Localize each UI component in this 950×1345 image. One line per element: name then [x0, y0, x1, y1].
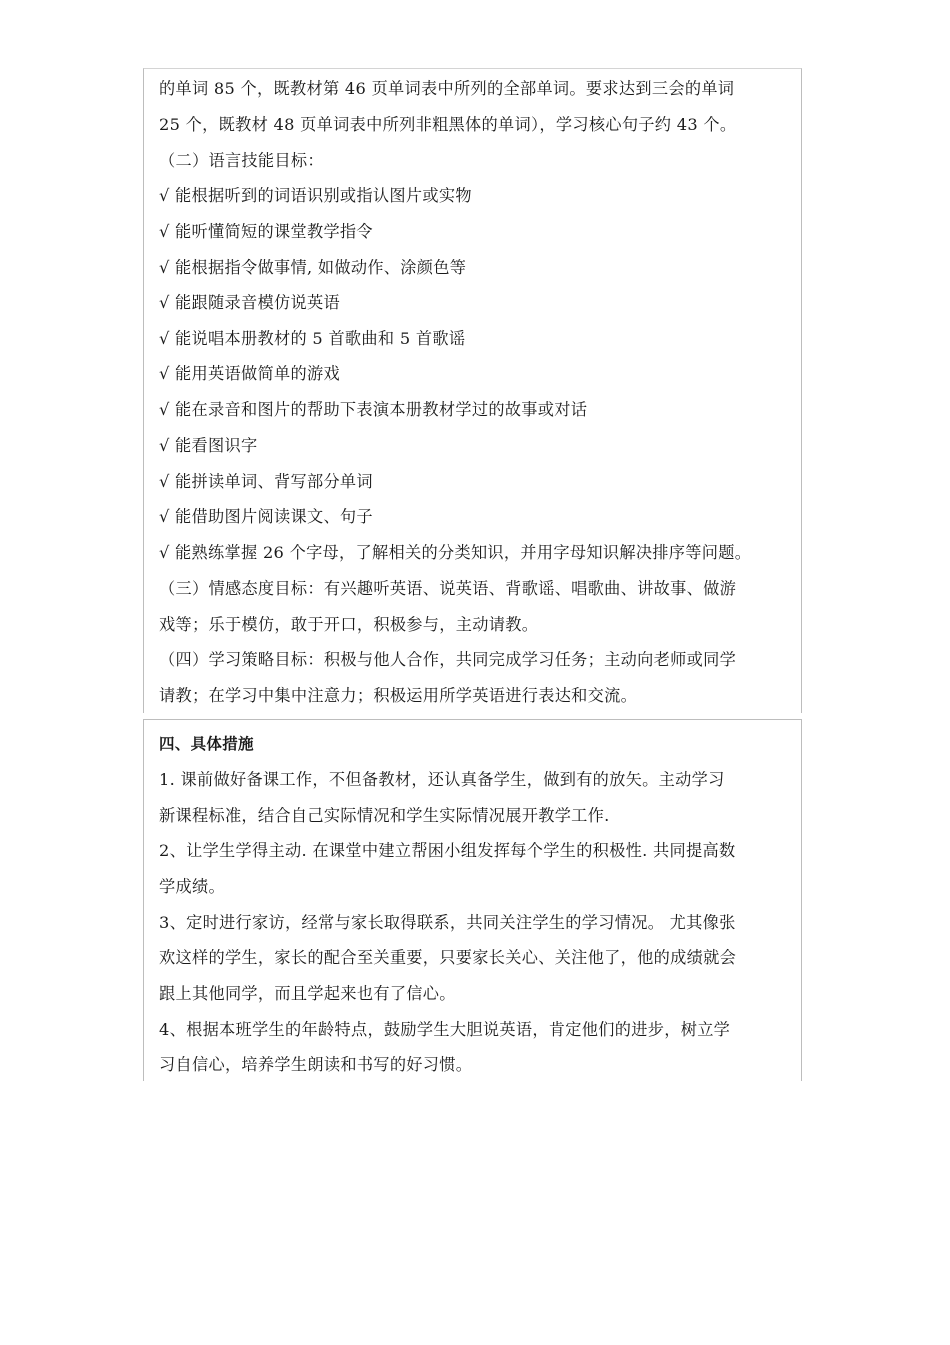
text-line: 4、根据本班学生的年龄特点，鼓励学生大胆说英语，肯定他们的进步，树立学 [159, 1020, 731, 1039]
subheading-skill-goals: （二）语言技能目标： [159, 151, 324, 170]
list-item: √ 能跟随录音模仿说英语 [159, 293, 340, 312]
list-item: √ 能根据听到的词语识别或指认图片或实物 [159, 186, 472, 205]
text-line: 1. 课前做好备课工作，不但备教材，还认真备学生，做到有的放矢。主动学习 [159, 770, 725, 789]
text-line: 跟上其他同学，而且学起来也有了信心。 [159, 984, 456, 1003]
text-line: 请教；在学习中集中注意力；积极运用所学英语进行表达和交流。 [159, 686, 638, 705]
text-line: 2、让学生学得主动. 在课堂中建立帮困小组发挥每个学生的积极性. 共同提高数 [159, 841, 736, 860]
list-item: √ 能听懂简短的课堂教学指令 [159, 222, 373, 241]
list-item: √ 能根据指令做事情, 如做动作、涂颜色等 [159, 258, 467, 277]
text-line: 的单词 85 个，既教材第 46 页单词表中所列的全部单词。要求达到三会的单词 [159, 79, 735, 98]
text-line: 戏等；乐于模仿，敢于开口，积极参与，主动请教。 [159, 615, 539, 634]
list-item: √ 能拼读单词、背写部分单词 [159, 472, 373, 491]
text-line: 新课程标准，结合自己实际情况和学生实际情况展开教学工作. [159, 806, 610, 825]
list-item: √ 能用英语做简单的游戏 [159, 364, 340, 383]
table-cell-objectives [143, 68, 802, 713]
text-line: 欢这样的学生，家长的配合至关重要，只要家长关心、关注他了，他的成绩就会 [159, 948, 737, 967]
list-item: √ 能说唱本册教材的 5 首歌曲和 5 首歌谣 [159, 329, 466, 348]
list-item: √ 能在录音和图片的帮助下表演本册教材学过的故事或对话 [159, 400, 588, 419]
subheading-emotion-goals: （三）情感态度目标：有兴趣听英语、说英语、背歌谣、唱歌曲、讲故事、做游 [159, 579, 737, 598]
text-line: 3、定时进行家访，经常与家长取得联系，共同关注学生的学习情况。 尤其像张 [159, 913, 736, 932]
section-heading: 四、具体措施 [159, 735, 254, 753]
text-line: 学成绩。 [159, 877, 225, 896]
list-item: √ 能看图识字 [159, 436, 258, 455]
text-line: 习自信心，培养学生朗读和书写的好习惯。 [159, 1055, 473, 1074]
subheading-strategy-goals: （四）学习策略目标：积极与他人合作，共同完成学习任务；主动向老师或同学 [159, 650, 737, 669]
table-cell-measures [143, 719, 802, 1081]
list-item: √ 能熟练掌握 26 个字母，了解相关的分类知识，并用字母知识解决排序等问题。 [159, 543, 752, 562]
list-item: √ 能借助图片阅读课文、句子 [159, 507, 373, 526]
text-line: 25 个，既教材 48 页单词表中所列非粗黑体的单词），学习核心句子约 43 个。 [159, 115, 737, 134]
